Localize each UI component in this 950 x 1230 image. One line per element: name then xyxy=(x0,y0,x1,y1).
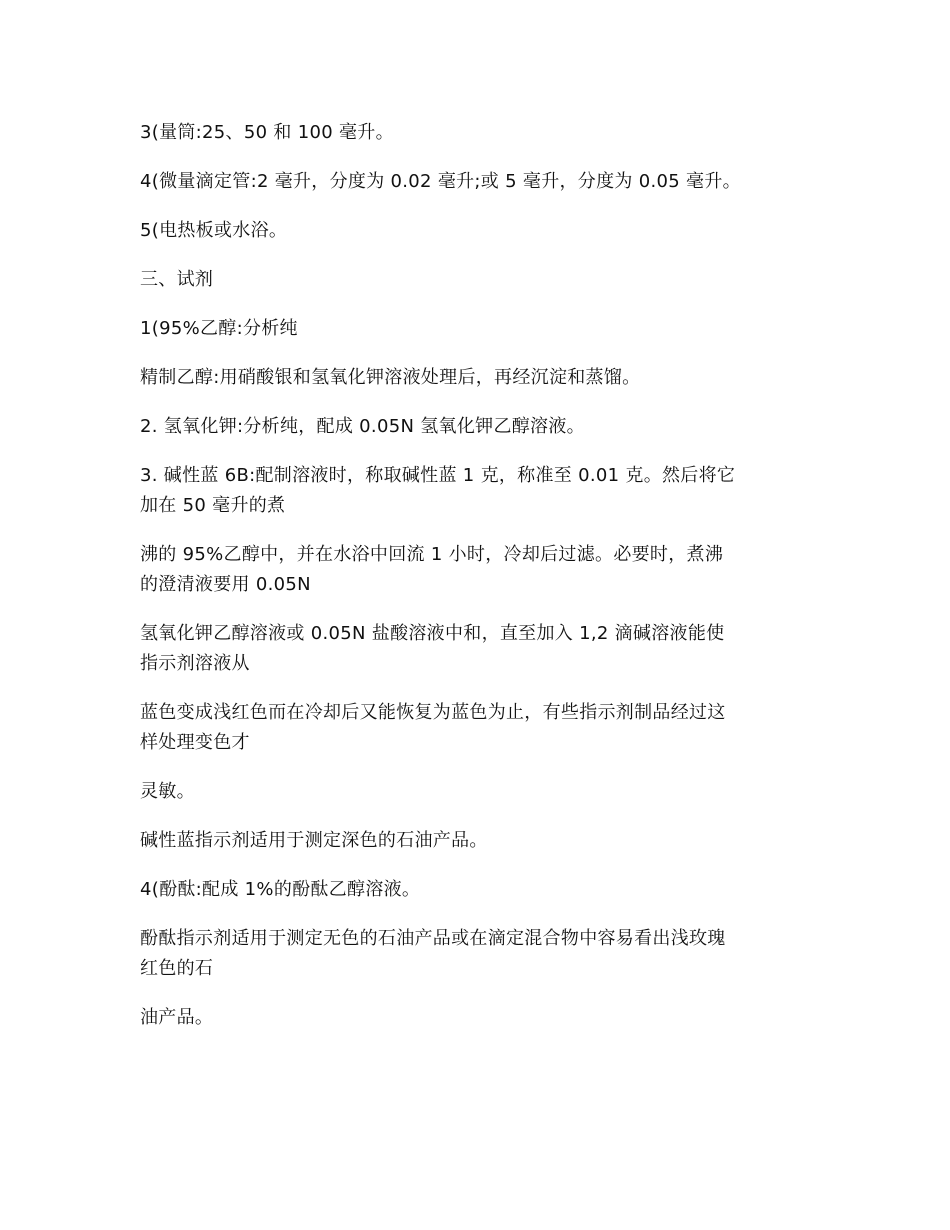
paragraph-line: 3. 碱性蓝 6B:配制溶液时，称取碱性蓝 1 克，称准至 0.01 克。然后将它 xyxy=(140,465,736,486)
paragraph-line: 酚酞指示剂适用于测定无色的石油产品或在滴定混合物中容易看出浅玫瑰 xyxy=(140,928,726,949)
document-body xyxy=(140,118,815,1052)
paragraph-line: 1(95%乙醇:分析纯 xyxy=(140,318,298,339)
paragraph-13 xyxy=(140,826,815,875)
paragraph-14 xyxy=(140,875,815,924)
paragraph-line: 5(电热板或水浴。 xyxy=(140,220,288,241)
paragraph-line: 的澄清液要用 0.05N xyxy=(140,574,311,595)
paragraph-line: 碱性蓝指示剂适用于测定深色的石油产品。 xyxy=(140,830,488,851)
paragraph-line: 样处理变色才 xyxy=(140,732,250,753)
section-heading-line: 三、试剂 xyxy=(140,269,214,290)
paragraph-line: 灵敏。 xyxy=(140,781,195,802)
paragraph-5 xyxy=(140,314,815,363)
paragraph-11 xyxy=(140,698,815,777)
paragraph-line: 精制乙醇:用硝酸银和氢氧化钾溶液处理后，再经沉淀和蒸馏。 xyxy=(140,367,641,388)
paragraph-3 xyxy=(140,216,815,265)
paragraph-16 xyxy=(140,1003,815,1052)
paragraph-line: 油产品。 xyxy=(140,1007,214,1028)
paragraph-10 xyxy=(140,619,815,698)
paragraph-line: 4(微量滴定管:2 毫升，分度为 0.02 毫升;或 5 毫升，分度为 0.05 毫升。 xyxy=(140,171,741,192)
paragraph-1 xyxy=(140,118,815,167)
paragraph-6 xyxy=(140,363,815,412)
paragraph-line: 沸的 95%乙醇中，并在水浴中回流 1 小时，冷却后过滤。必要时，煮沸 xyxy=(140,544,724,565)
paragraph-12 xyxy=(140,777,815,826)
paragraph-line: 加在 50 毫升的煮 xyxy=(140,495,286,516)
paragraph-line: 2. 氢氧化钾:分析纯，配成 0.05N 氢氧化钾乙醇溶液。 xyxy=(140,416,585,437)
paragraph-line: 4(酚酞:配成 1%的酚酞乙醇溶液。 xyxy=(140,879,421,900)
paragraph-line: 红色的石 xyxy=(140,958,214,979)
paragraph-line: 氢氧化钾乙醇溶液或 0.05N 盐酸溶液中和，直至加入 1,2 滴碱溶液能使 xyxy=(140,623,725,644)
paragraph-2 xyxy=(140,167,815,216)
paragraph-9 xyxy=(140,540,815,619)
paragraph-line: 蓝色变成浅红色而在冷却后又能恢复为蓝色为止，有些指示剂制品经过这 xyxy=(140,702,726,723)
paragraph-15 xyxy=(140,924,815,1003)
paragraph-7 xyxy=(140,412,815,461)
paragraph-line: 指示剂溶液从 xyxy=(140,653,250,674)
paragraph-8 xyxy=(140,461,815,540)
section-heading-reagents xyxy=(140,265,815,314)
paragraph-line: 3(量筒:25、50 和 100 毫升。 xyxy=(140,122,394,143)
